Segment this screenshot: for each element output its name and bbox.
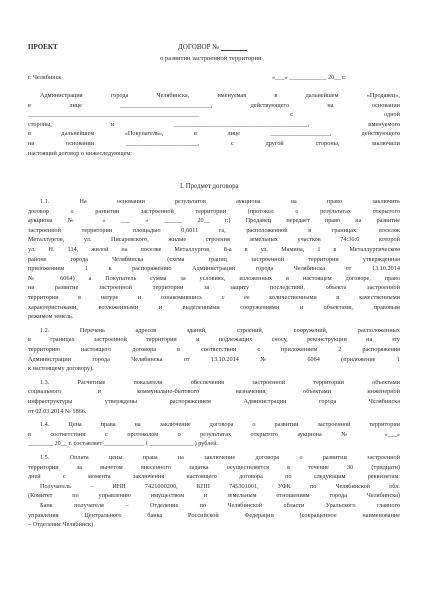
clause-line: режимом земель. [28, 313, 74, 321]
preamble-line: Администрация города Челябинска, именуемая в дальнейшем «Продавец», [40, 92, 400, 99]
clause-line: территории за вычетом внесенного задатка осуществляется в течение 30 (тридцати) [28, 463, 400, 471]
date-line: «___» ____________ 20__ г. [272, 74, 346, 81]
clause-line: территорию настоящего договора в соответствии с приложением 2 распоряжения [28, 346, 400, 353]
clause-line: – Отделение Челябинск) [28, 521, 94, 529]
clause-line: приложением 1 к распоряжению Администрации города Челябинска от 13.10.2014 [28, 265, 400, 273]
clause-line: в соответствии с протоколом о результатах открытого аукциона № «___» [28, 430, 400, 438]
clause-line: ________ 20__ г. составляет _____________ ( ______________ ) рублей. [28, 440, 219, 448]
clause-line: (Комитет по управлению имуществом и земельным отношениям города Челябинска) [28, 492, 400, 500]
clause-line: Администрации города Челябинска от 13.10.2014 № 6064 (приложение 1 [28, 355, 400, 363]
contract-title [178, 44, 247, 51]
clause-line: 1.4. Цена права на заключение договора о развитии застроенной территории [40, 421, 400, 429]
preamble-line: стороны, и ___________________________________________, именуемого [28, 120, 400, 128]
clause-line: 1.3. Расчетные показатели обеспечения застроенной территории объектами [40, 378, 400, 386]
clause-line: управления Центрального банка Российской Федерации (сокращенное наименование [28, 511, 400, 519]
clause-line: договор о развитии застроенной территории (протокол о результатах открытого [28, 207, 400, 215]
clause-line: дней с момента заключения настоящего договора по следующим реквизитам: [28, 473, 400, 481]
clause-line: 1.5. Оплата цены права на заключение договора о развитии застроенной [40, 454, 400, 461]
clause-line: социального и коммунально-бытового назначения, объектами инженерной [28, 388, 400, 396]
contract-title-text: ДОГОВОР № [178, 43, 219, 51]
clause-line: ул. Н. 114, жилой на поселке Металлургов, 8-а в ул. Мамина, 1 в Металлургическом [28, 246, 400, 253]
clause-line: территории в натуре и ознакомившись с ее количественными и качественными [28, 294, 400, 301]
contract-subject: о развитии застроенной территории [160, 55, 262, 62]
clause-line: застроенной территории площадью 0,6011 га, расположенной в границах: поселок [28, 226, 400, 234]
clause-line: Получатель – ИНН 7421000200, КПП 745301001, УФК по Челябинской обл. [40, 482, 400, 490]
clause-line: Банк получателя – Отделение по Челябинской области Уральского главного [40, 502, 400, 509]
clause-line: № 6064) а Покупатель сумма за условиях, изложенных в настоящем договоре, право [28, 274, 400, 282]
draft-label: ПРОЕКТ [28, 43, 58, 51]
section-title: I. Предмет договора [180, 183, 239, 190]
clause-line: на развитие застроенной территории за защиту последствий, объекта застроенной [28, 284, 400, 292]
clause-line: к настоящему договору). [28, 365, 94, 373]
clause-line: 1.1. На основании результатов аукциона на право заключить [40, 198, 400, 205]
clause-line: 1.2. Перечень адресов зданий, строений, сооружений, расположенных [40, 326, 400, 334]
preamble-line: _______________________________________________________ с одной [28, 111, 400, 119]
city-label: г. Челябинск [28, 74, 62, 81]
preamble-line: на основании _______________________, с другой стороны, заключили [28, 140, 400, 147]
clause-line: районе города Челябинска (схема границ застроенной территории утвержденная [28, 255, 400, 263]
preamble-line: в лице _____________________________, действующего на основании [28, 101, 400, 109]
clause-line: инфраструктуры утверждены распоряжением Администрации города Челябинска [28, 398, 400, 405]
preamble-line: настоящий договор о нижеследующем: [28, 149, 133, 157]
clause-line: Металлургов, ул. Писаревского, жилые строения земельных участков 74:36:0 которой [28, 236, 400, 244]
clause-line: от 02.03.2014 № 1866. [28, 407, 87, 415]
clause-line: аукциона № « ___ » ______ 20__ г.) Продавец передает право на развитие [28, 217, 400, 225]
contract-number-blank [221, 44, 247, 51]
clause-line: характеристиками, возложенными и выделенными сооружениями и объектами, правовым [28, 303, 400, 311]
clause-line: в границах застроенной территории и подлежащих сносу, реконструкции на эту [28, 336, 400, 344]
preamble-line: в дальнейшем «Покупатель», в лице ___________________, действующего [28, 130, 400, 138]
